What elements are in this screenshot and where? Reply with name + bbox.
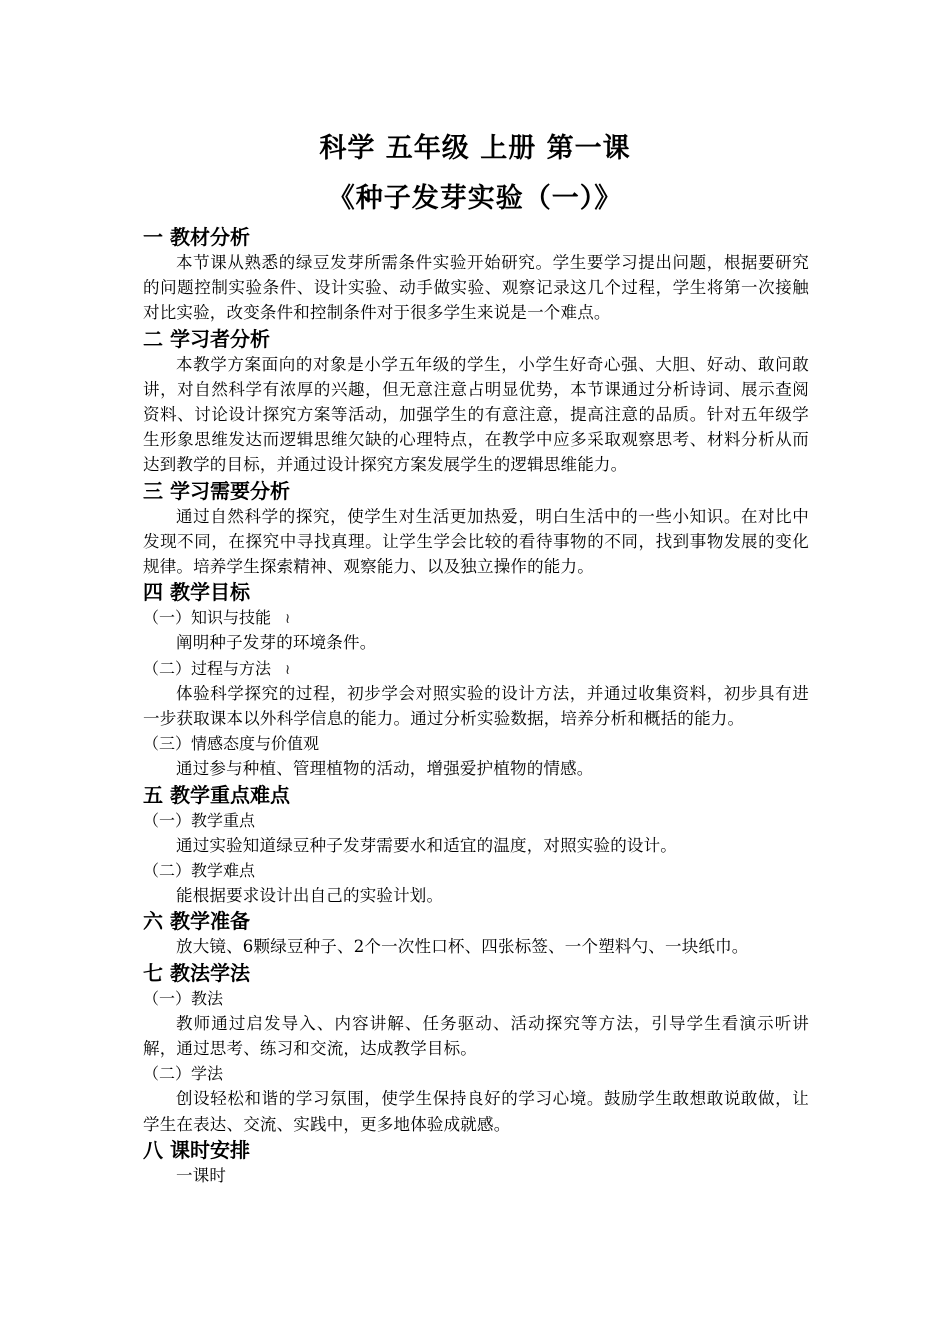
paragraph-schedule: 一课时 — [176, 1165, 227, 1185]
paragraph-learning-method: 创设轻松和谐的学习氛围，使学生保持良好的学习心境。鼓励学生敢想敢说敢做，让学生在表达、交流、实践中，更多地体验成就感。 — [143, 1089, 809, 1134]
paragraph-knowledge-skills: 阐明种子发芽的环境条件。 — [176, 633, 377, 653]
subheading-learning-method: （二）学法 — [143, 1064, 224, 1084]
edit-mark: ≀ — [285, 661, 291, 678]
section-heading-teaching-goals: 四 教学目标 — [143, 580, 250, 605]
paragraph-key-point: 通过实验知道绿豆种子发芽需要水和适宜的温度，对照实验的设计。 — [176, 835, 677, 855]
subheading-teaching-method: （一）教法 — [143, 988, 224, 1008]
section-heading-preparation: 六 教学准备 — [143, 909, 250, 934]
document-body — [143, 224, 809, 1188]
paragraph-difficulty: 能根据要求设计出自己的实验计划。 — [176, 886, 444, 906]
section-heading-schedule: 八 课时安排 — [143, 1137, 250, 1162]
lesson-title: 《种子发芽实验（一）》 — [327, 183, 623, 214]
paragraph-process-methods: 体验科学探究的过程，初步学会对照实验的设计方法，并通过收集资料，初步具有进一步获取课本以外科学信息的能力。通过分析实验数据，培养分析和概括的能力。 — [143, 683, 809, 729]
document-title: 科学 五年级 上册 第一课 — [319, 133, 631, 164]
section-heading-learner-analysis: 二 学习者分析 — [143, 326, 270, 351]
paragraph-preparation: 放大镜、6颗绿豆种子、2个一次性口杯、四张标签、一个塑料勺、一块纸巾。 — [176, 937, 749, 957]
subheading-key-point: （一）教学重点 — [143, 810, 256, 830]
paragraph-attitudes-values: 通过参与种植、管理植物的活动，增强爱护植物的情感。 — [176, 759, 594, 779]
subheading-attitudes-values: （三）情感态度与价值观 — [143, 734, 320, 754]
section-heading-learning-needs: 三 学习需要分析 — [143, 478, 290, 503]
subheading-text: （一）知识与技能 — [143, 608, 272, 628]
section-heading-methods: 七 教法学法 — [143, 960, 250, 985]
section-heading-key-points: 五 教学重点难点 — [143, 782, 290, 807]
section-heading-textbook-analysis: 一 教材分析 — [143, 225, 250, 249]
paragraph-teaching-method: 教师通过启发导入、内容讲解、任务驱动、活动探究等方法，引导学生看演示听讲解，通过思考、练习和交流，达成教学目标。 — [143, 1013, 809, 1058]
paragraph-learner-analysis: 本教学方案面向的对象是小学五年级的学生，小学生好奇心强、大胆、好动、敢问敢讲，对自然科学有浓厚的兴趣，但无意注意占明显优势，本节课通过分析诗词、展示查阅资料、讨论设计探究方案等活动，加强学生的有意注意，提高注意的品质。针对五年级学生形象思维发达而逻辑思维欠缺的心理特点，在教学中应多采取观察思考、材料分析从而达到教学的目标，并通过设计探究方案发展学生的逻辑思维能力。 — [143, 354, 809, 475]
subheading-knowledge-skills — [143, 605, 809, 630]
subheading-text: （二）过程与方法 — [143, 658, 272, 678]
edit-mark: ≀ — [285, 611, 291, 628]
paragraph-textbook-analysis: 本节课从熟悉的绿豆发芽所需条件实验开始研究。学生要学习提出问题，根据要研究的问题控制实验条件、设计实验、动手做实验、观察记录这几个过程，学生将第一次接触对比实验，改变条件和控制条件对于很多学生来说是一个难点。 — [143, 253, 809, 323]
paragraph-learning-needs: 通过自然科学的探究，使学生对生活更加热爱，明白生活中的一些小知识。在对比中发现不同，在探究中寻找真理。让学生学会比较的看待事物的不同，找到事物发展的变化规律。培养学生探索精神、观察能力、以及独立操作的能力。 — [143, 506, 809, 577]
subheading-difficulty: （二）教学难点 — [143, 861, 256, 880]
subheading-process-methods — [143, 656, 809, 681]
